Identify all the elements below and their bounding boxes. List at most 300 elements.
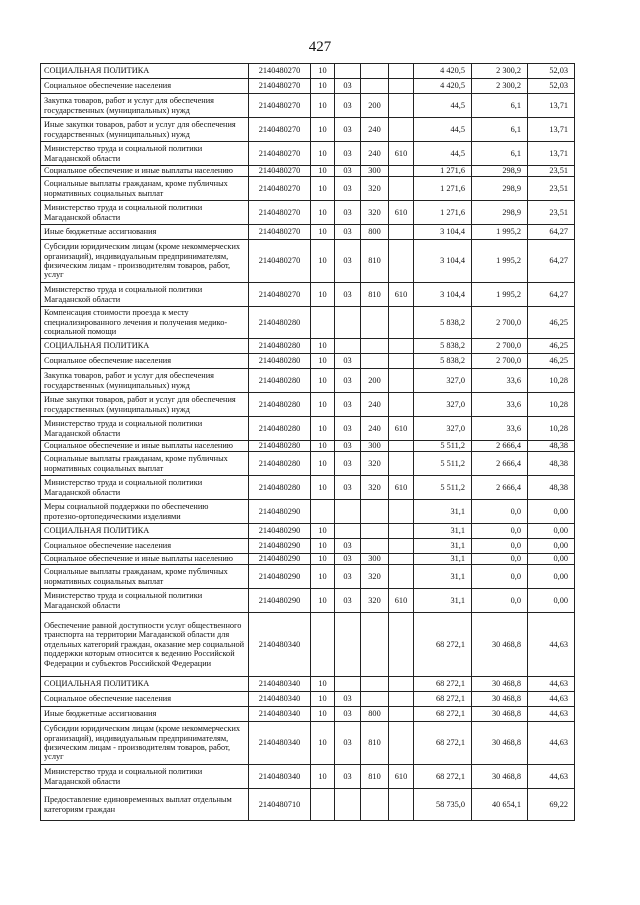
executed-amount-cell: 0,0: [472, 554, 528, 565]
plan-amount-cell: 5 838,2: [414, 354, 472, 369]
ministry-code-cell: [389, 565, 414, 589]
executed-amount-cell: 30 468,8: [472, 707, 528, 722]
ministry-code-cell: [389, 225, 414, 240]
expense-type-cell: 320: [361, 476, 389, 500]
executed-amount-cell: 30 468,8: [472, 613, 528, 677]
razdel-cell: 10: [311, 118, 335, 142]
table-row: [41, 589, 575, 613]
podrazdel-cell: 03: [335, 240, 361, 283]
budget-table: [40, 63, 575, 821]
podrazdel-cell: 03: [335, 166, 361, 177]
target-code-cell: 2140480340: [249, 765, 311, 789]
expense-type-cell: 810: [361, 722, 389, 765]
executed-amount-cell: 33,6: [472, 393, 528, 417]
target-code-cell: 2140480270: [249, 240, 311, 283]
executed-amount-cell: 298,9: [472, 201, 528, 225]
executed-amount-cell: 30 468,8: [472, 722, 528, 765]
target-code-cell: 2140480270: [249, 94, 311, 118]
ministry-code-cell: [389, 166, 414, 177]
table-row: [41, 722, 575, 765]
ministry-code-cell: [389, 64, 414, 79]
podrazdel-cell: 03: [335, 225, 361, 240]
expense-type-cell: [361, 500, 389, 524]
expense-type-cell: 320: [361, 589, 389, 613]
podrazdel-cell: [335, 339, 361, 354]
plan-amount-cell: 31,1: [414, 589, 472, 613]
target-code-cell: 2140480280: [249, 307, 311, 339]
podrazdel-cell: 03: [335, 94, 361, 118]
percent-cell: 46,25: [528, 354, 575, 369]
table-row: [41, 64, 575, 79]
row-name-cell: Закупка товаров, работ и услуг для обеспечения государственных (муниципальных) нужд: [41, 369, 249, 393]
razdel-cell: 10: [311, 417, 335, 441]
plan-amount-cell: 31,1: [414, 524, 472, 539]
expense-type-cell: [361, 79, 389, 94]
razdel-cell: [311, 500, 335, 524]
podrazdel-cell: 03: [335, 417, 361, 441]
percent-cell: 64,27: [528, 225, 575, 240]
plan-amount-cell: 31,1: [414, 565, 472, 589]
razdel-cell: 10: [311, 692, 335, 707]
razdel-cell: 10: [311, 201, 335, 225]
row-name-cell: СОЦИАЛЬНАЯ ПОЛИТИКА: [41, 524, 249, 539]
plan-amount-cell: 327,0: [414, 417, 472, 441]
percent-cell: 64,27: [528, 240, 575, 283]
target-code-cell: 2140480290: [249, 589, 311, 613]
percent-cell: 44,63: [528, 677, 575, 692]
plan-amount-cell: 44,5: [414, 118, 472, 142]
razdel-cell: 10: [311, 94, 335, 118]
row-name-cell: Иные бюджетные ассигнования: [41, 707, 249, 722]
podrazdel-cell: 03: [335, 441, 361, 452]
podrazdel-cell: 03: [335, 142, 361, 166]
percent-cell: 44,63: [528, 613, 575, 677]
ministry-code-cell: [389, 441, 414, 452]
target-code-cell: 2140480290: [249, 554, 311, 565]
target-code-cell: 2140480340: [249, 722, 311, 765]
expense-type-cell: 300: [361, 441, 389, 452]
executed-amount-cell: 298,9: [472, 177, 528, 201]
percent-cell: 44,63: [528, 692, 575, 707]
razdel-cell: 10: [311, 393, 335, 417]
plan-amount-cell: 5 511,2: [414, 452, 472, 476]
razdel-cell: 10: [311, 524, 335, 539]
percent-cell: 13,71: [528, 94, 575, 118]
ministry-code-cell: [389, 452, 414, 476]
percent-cell: 48,38: [528, 476, 575, 500]
row-name-cell: Министерство труда и социальной политики Магаданской области: [41, 589, 249, 613]
percent-cell: 44,63: [528, 722, 575, 765]
table-row: [41, 94, 575, 118]
target-code-cell: 2140480340: [249, 613, 311, 677]
target-code-cell: 2140480290: [249, 524, 311, 539]
executed-amount-cell: 2 666,4: [472, 476, 528, 500]
expense-type-cell: 320: [361, 201, 389, 225]
percent-cell: 13,71: [528, 118, 575, 142]
podrazdel-cell: 03: [335, 476, 361, 500]
target-code-cell: 2140480280: [249, 369, 311, 393]
razdel-cell: 10: [311, 354, 335, 369]
row-name-cell: Министерство труда и социальной политики Магаданской области: [41, 765, 249, 789]
plan-amount-cell: 3 104,4: [414, 225, 472, 240]
razdel-cell: [311, 789, 335, 821]
plan-amount-cell: 58 735,0: [414, 789, 472, 821]
row-name-cell: Социальные выплаты гражданам, кроме публичных нормативных социальных выплат: [41, 177, 249, 201]
table-row: [41, 142, 575, 166]
target-code-cell: 2140480270: [249, 225, 311, 240]
podrazdel-cell: 03: [335, 354, 361, 369]
plan-amount-cell: 68 272,1: [414, 765, 472, 789]
row-name-cell: Министерство труда и социальной политики Магаданской области: [41, 142, 249, 166]
razdel-cell: 10: [311, 677, 335, 692]
podrazdel-cell: 03: [335, 79, 361, 94]
table-row: [41, 452, 575, 476]
ministry-code-cell: [389, 94, 414, 118]
table-row: [41, 613, 575, 677]
plan-amount-cell: 3 104,4: [414, 283, 472, 307]
row-name-cell: Министерство труда и социальной политики Магаданской области: [41, 476, 249, 500]
razdel-cell: 10: [311, 765, 335, 789]
plan-amount-cell: 4 420,5: [414, 79, 472, 94]
plan-amount-cell: 1 271,6: [414, 177, 472, 201]
target-code-cell: 2140480340: [249, 707, 311, 722]
table-row: [41, 565, 575, 589]
percent-cell: 48,38: [528, 441, 575, 452]
table-row: [41, 417, 575, 441]
podrazdel-cell: [335, 789, 361, 821]
podrazdel-cell: 03: [335, 283, 361, 307]
razdel-cell: 10: [311, 722, 335, 765]
ministry-code-cell: [389, 339, 414, 354]
executed-amount-cell: 1 995,2: [472, 225, 528, 240]
podrazdel-cell: [335, 307, 361, 339]
row-name-cell: Предоставление единовременных выплат отдельным категориям граждан: [41, 789, 249, 821]
target-code-cell: 2140480340: [249, 692, 311, 707]
table-row: [41, 166, 575, 177]
executed-amount-cell: 0,0: [472, 524, 528, 539]
table-row: [41, 441, 575, 452]
ministry-code-cell: 610: [389, 417, 414, 441]
executed-amount-cell: 2 666,4: [472, 452, 528, 476]
table-row: [41, 692, 575, 707]
ministry-code-cell: [389, 79, 414, 94]
plan-amount-cell: 44,5: [414, 94, 472, 118]
ministry-code-cell: [389, 524, 414, 539]
row-name-cell: Социальные выплаты гражданам, кроме публичных нормативных социальных выплат: [41, 565, 249, 589]
executed-amount-cell: 2 300,2: [472, 79, 528, 94]
podrazdel-cell: 03: [335, 765, 361, 789]
expense-type-cell: 240: [361, 393, 389, 417]
executed-amount-cell: 30 468,8: [472, 677, 528, 692]
expense-type-cell: 300: [361, 554, 389, 565]
executed-amount-cell: 2 700,0: [472, 339, 528, 354]
podrazdel-cell: [335, 613, 361, 677]
table-row: [41, 539, 575, 554]
podrazdel-cell: 03: [335, 722, 361, 765]
razdel-cell: 10: [311, 64, 335, 79]
podrazdel-cell: [335, 500, 361, 524]
podrazdel-cell: 03: [335, 452, 361, 476]
target-code-cell: 2140480290: [249, 565, 311, 589]
percent-cell: 52,03: [528, 64, 575, 79]
percent-cell: 10,28: [528, 393, 575, 417]
row-name-cell: Обеспечение равной доступности услуг общественного транспорта на территории Магаданской области для отдельных категорий граждан, оказание мер социальной поддержки которым относится к ведению Российской Федерации и субъектов Российской Федерации: [41, 613, 249, 677]
executed-amount-cell: 6,1: [472, 118, 528, 142]
expense-type-cell: [361, 307, 389, 339]
row-name-cell: Социальное обеспечение и иные выплаты населению: [41, 554, 249, 565]
ministry-code-cell: [389, 539, 414, 554]
executed-amount-cell: 30 468,8: [472, 692, 528, 707]
table-row: [41, 500, 575, 524]
row-name-cell: Закупка товаров, работ и услуг для обеспечения государственных (муниципальных) нужд: [41, 94, 249, 118]
percent-cell: 0,00: [528, 524, 575, 539]
table-row: [41, 79, 575, 94]
plan-amount-cell: 68 272,1: [414, 613, 472, 677]
plan-amount-cell: 31,1: [414, 539, 472, 554]
expense-type-cell: 240: [361, 118, 389, 142]
target-code-cell: 2140480270: [249, 64, 311, 79]
expense-type-cell: 320: [361, 565, 389, 589]
executed-amount-cell: 2 666,4: [472, 441, 528, 452]
plan-amount-cell: 3 104,4: [414, 240, 472, 283]
target-code-cell: 2140480270: [249, 283, 311, 307]
plan-amount-cell: 1 271,6: [414, 201, 472, 225]
row-name-cell: СОЦИАЛЬНАЯ ПОЛИТИКА: [41, 677, 249, 692]
expense-type-cell: 240: [361, 142, 389, 166]
plan-amount-cell: 68 272,1: [414, 707, 472, 722]
row-name-cell: Иные закупки товаров, работ и услуг для обеспечения государственных (муниципальных) нужд: [41, 393, 249, 417]
target-code-cell: 2140480270: [249, 118, 311, 142]
expense-type-cell: [361, 339, 389, 354]
razdel-cell: 10: [311, 240, 335, 283]
ministry-code-cell: [389, 307, 414, 339]
percent-cell: 0,00: [528, 554, 575, 565]
ministry-code-cell: 610: [389, 589, 414, 613]
expense-type-cell: [361, 677, 389, 692]
target-code-cell: 2140480270: [249, 166, 311, 177]
executed-amount-cell: 2 700,0: [472, 307, 528, 339]
table-row: [41, 524, 575, 539]
target-code-cell: 2140480270: [249, 201, 311, 225]
razdel-cell: 10: [311, 166, 335, 177]
executed-amount-cell: 2 300,2: [472, 64, 528, 79]
table-row: [41, 369, 575, 393]
row-name-cell: Министерство труда и социальной политики Магаданской области: [41, 201, 249, 225]
ministry-code-cell: [389, 554, 414, 565]
target-code-cell: 2140480290: [249, 539, 311, 554]
expense-type-cell: [361, 692, 389, 707]
percent-cell: 10,28: [528, 417, 575, 441]
target-code-cell: 2140480280: [249, 441, 311, 452]
razdel-cell: 10: [311, 554, 335, 565]
ministry-code-cell: 610: [389, 142, 414, 166]
expense-type-cell: 200: [361, 369, 389, 393]
target-code-cell: 2140480280: [249, 339, 311, 354]
table-row: [41, 118, 575, 142]
target-code-cell: 2140480280: [249, 393, 311, 417]
razdel-cell: 10: [311, 142, 335, 166]
percent-cell: 69,22: [528, 789, 575, 821]
table-row: [41, 339, 575, 354]
ministry-code-cell: 610: [389, 201, 414, 225]
plan-amount-cell: 327,0: [414, 369, 472, 393]
ministry-code-cell: [389, 677, 414, 692]
razdel-cell: 10: [311, 369, 335, 393]
table-row: [41, 225, 575, 240]
percent-cell: 23,51: [528, 166, 575, 177]
podrazdel-cell: 03: [335, 118, 361, 142]
row-name-cell: Иные бюджетные ассигнования: [41, 225, 249, 240]
razdel-cell: 10: [311, 339, 335, 354]
ministry-code-cell: [389, 354, 414, 369]
expense-type-cell: 300: [361, 166, 389, 177]
executed-amount-cell: 298,9: [472, 166, 528, 177]
row-name-cell: Компенсация стоимости проезда к месту специализированного лечения и получения медико-социальной помощи: [41, 307, 249, 339]
razdel-cell: 10: [311, 283, 335, 307]
ministry-code-cell: [389, 692, 414, 707]
razdel-cell: 10: [311, 441, 335, 452]
podrazdel-cell: 03: [335, 554, 361, 565]
target-code-cell: 2140480290: [249, 500, 311, 524]
target-code-cell: 2140480270: [249, 79, 311, 94]
podrazdel-cell: 03: [335, 393, 361, 417]
ministry-code-cell: [389, 177, 414, 201]
expense-type-cell: 200: [361, 94, 389, 118]
plan-amount-cell: 44,5: [414, 142, 472, 166]
plan-amount-cell: 327,0: [414, 393, 472, 417]
target-code-cell: 2140480280: [249, 354, 311, 369]
razdel-cell: 10: [311, 225, 335, 240]
row-name-cell: Субсидии юридическим лицам (кроме некоммерческих организаций), индивидуальным предпринимателям, физическим лицам - производителям товаров, работ, услуг: [41, 722, 249, 765]
table-row: [41, 393, 575, 417]
executed-amount-cell: 30 468,8: [472, 765, 528, 789]
podrazdel-cell: 03: [335, 539, 361, 554]
row-name-cell: Социальные выплаты гражданам, кроме публичных нормативных социальных выплат: [41, 452, 249, 476]
row-name-cell: Социальное обеспечение населения: [41, 692, 249, 707]
table-row: [41, 240, 575, 283]
podrazdel-cell: 03: [335, 369, 361, 393]
ministry-code-cell: [389, 789, 414, 821]
percent-cell: 52,03: [528, 79, 575, 94]
ministry-code-cell: [389, 369, 414, 393]
percent-cell: 13,71: [528, 142, 575, 166]
table-row: [41, 201, 575, 225]
table-row: [41, 707, 575, 722]
row-name-cell: Социальное обеспечение и иные выплаты населению: [41, 166, 249, 177]
row-name-cell: СОЦИАЛЬНАЯ ПОЛИТИКА: [41, 339, 249, 354]
executed-amount-cell: 0,0: [472, 500, 528, 524]
plan-amount-cell: 5 511,2: [414, 476, 472, 500]
target-code-cell: 2140480710: [249, 789, 311, 821]
razdel-cell: 10: [311, 476, 335, 500]
percent-cell: 44,63: [528, 707, 575, 722]
executed-amount-cell: 0,0: [472, 589, 528, 613]
ministry-code-cell: [389, 393, 414, 417]
executed-amount-cell: 1 995,2: [472, 283, 528, 307]
percent-cell: 48,38: [528, 452, 575, 476]
table-row: [41, 789, 575, 821]
percent-cell: 0,00: [528, 565, 575, 589]
executed-amount-cell: 33,6: [472, 417, 528, 441]
razdel-cell: [311, 613, 335, 677]
target-code-cell: 2140480340: [249, 677, 311, 692]
percent-cell: 44,63: [528, 765, 575, 789]
razdel-cell: [311, 307, 335, 339]
ministry-code-cell: [389, 240, 414, 283]
row-name-cell: СОЦИАЛЬНАЯ ПОЛИТИКА: [41, 64, 249, 79]
percent-cell: 0,00: [528, 539, 575, 554]
razdel-cell: 10: [311, 539, 335, 554]
table-row: [41, 354, 575, 369]
target-code-cell: 2140480280: [249, 452, 311, 476]
row-name-cell: Социальное обеспечение и иные выплаты населению: [41, 441, 249, 452]
razdel-cell: 10: [311, 452, 335, 476]
percent-cell: 46,25: [528, 339, 575, 354]
podrazdel-cell: 03: [335, 589, 361, 613]
plan-amount-cell: 5 838,2: [414, 307, 472, 339]
table-row: [41, 177, 575, 201]
expense-type-cell: 320: [361, 452, 389, 476]
table-row: [41, 307, 575, 339]
razdel-cell: 10: [311, 79, 335, 94]
executed-amount-cell: 0,0: [472, 539, 528, 554]
row-name-cell: Министерство труда и социальной политики Магаданской области: [41, 417, 249, 441]
percent-cell: 64,27: [528, 283, 575, 307]
plan-amount-cell: 5 838,2: [414, 339, 472, 354]
plan-amount-cell: 4 420,5: [414, 64, 472, 79]
row-name-cell: Социальное обеспечение населения: [41, 79, 249, 94]
executed-amount-cell: 6,1: [472, 94, 528, 118]
expense-type-cell: [361, 539, 389, 554]
row-name-cell: Меры социальной поддержки по обеспечению протезно-ортопедическими изделиями: [41, 500, 249, 524]
razdel-cell: 10: [311, 589, 335, 613]
plan-amount-cell: 68 272,1: [414, 722, 472, 765]
ministry-code-cell: 610: [389, 476, 414, 500]
expense-type-cell: [361, 789, 389, 821]
podrazdel-cell: 03: [335, 707, 361, 722]
target-code-cell: 2140480280: [249, 417, 311, 441]
percent-cell: 23,51: [528, 177, 575, 201]
expense-type-cell: 800: [361, 225, 389, 240]
expense-type-cell: [361, 354, 389, 369]
table-row: [41, 283, 575, 307]
row-name-cell: Министерство труда и социальной политики Магаданской области: [41, 283, 249, 307]
percent-cell: 46,25: [528, 307, 575, 339]
ministry-code-cell: [389, 500, 414, 524]
executed-amount-cell: 1 995,2: [472, 240, 528, 283]
executed-amount-cell: 33,6: [472, 369, 528, 393]
table-row: [41, 677, 575, 692]
target-code-cell: 2140480270: [249, 142, 311, 166]
table-row: [41, 765, 575, 789]
ministry-code-cell: [389, 118, 414, 142]
table-row: [41, 476, 575, 500]
percent-cell: 0,00: [528, 589, 575, 613]
row-name-cell: Субсидии юридическим лицам (кроме некоммерческих организаций), индивидуальным предпринимателям, физическим лицам - производителям товаров, работ, услуг: [41, 240, 249, 283]
ministry-code-cell: [389, 722, 414, 765]
expense-type-cell: 240: [361, 417, 389, 441]
ministry-code-cell: 610: [389, 765, 414, 789]
plan-amount-cell: 1 271,6: [414, 166, 472, 177]
razdel-cell: 10: [311, 565, 335, 589]
razdel-cell: 10: [311, 177, 335, 201]
plan-amount-cell: 5 511,2: [414, 441, 472, 452]
podrazdel-cell: 03: [335, 692, 361, 707]
podrazdel-cell: 03: [335, 565, 361, 589]
plan-amount-cell: 31,1: [414, 554, 472, 565]
target-code-cell: 2140480280: [249, 476, 311, 500]
razdel-cell: 10: [311, 707, 335, 722]
